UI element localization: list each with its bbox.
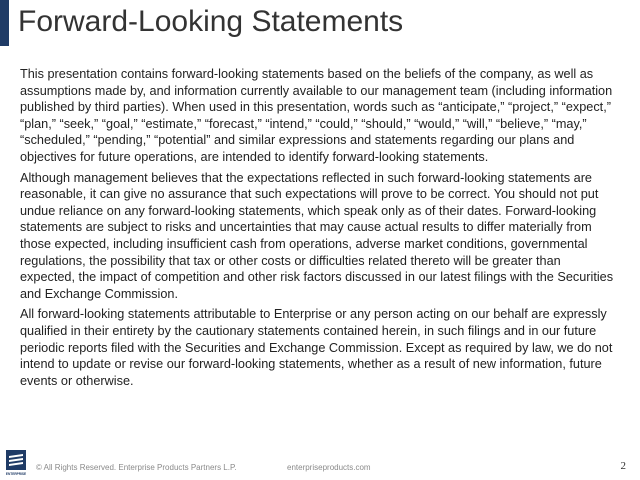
title-accent-bar <box>0 0 9 46</box>
page-number: 2 <box>620 460 626 472</box>
enterprise-logo <box>6 450 26 476</box>
slide-body <box>20 66 618 393</box>
logo-wordmark: ENTERPRISE <box>6 472 26 476</box>
footer-website-link[interactable]: enterpriseproducts.com <box>287 463 371 472</box>
paragraph-intro: This presentation contains forward-looking statements based on the beliefs of the company, as well as assumptions made by, and information currently available to our management team (including information published by third parties). When used in this presentation, words such as “anticipate,” “project,” “expect,” “plan,” “seek,” “goal,” “estimate,” “forecast,” “intend,” “could,” “should,” “would,” “will,” “believe,” “may,” “scheduled,” “pending,” “potential” and similar expressions and statements regarding our plans and objectives for future operations, are intended to identify forward-looking statements. <box>20 67 613 164</box>
slide-title: Forward-Looking Statements <box>18 5 404 38</box>
paragraph-risks: Although management believes that the expectations reflected in such forward-looking statements are reasonable, it can give no assurance that such expectations will prove to be correct. You should not put undue reliance on any forward-looking statements, which speak only as of their dates. Forward-looking statements are subject to risks and uncertainties that may cause actual results to differ materially from those expected, including insufficient cash from operations, adverse market conditions, governmental regulations, the possibility that tax or other costs or difficulties related thereto will be greater than expected, the impact of competition and other risk factors discussed in our latest filings with the Securities and Exchange Commission. <box>20 170 614 301</box>
paragraph-qualification: All forward-looking statements attributable to Enterprise or any person acting on our behalf are expressly qualified in their entirety by the cautionary statements contained herein, in such filings and in our future periodic reports filed with the Securities and Exchange Commission. Except as required by law, we do not intend to update or revise our forward-looking statements, whether as a result of new information, future events or otherwise. <box>20 307 613 388</box>
footer-copyright: © All Rights Reserved. Enterprise Products Partners L.P. <box>36 463 237 472</box>
